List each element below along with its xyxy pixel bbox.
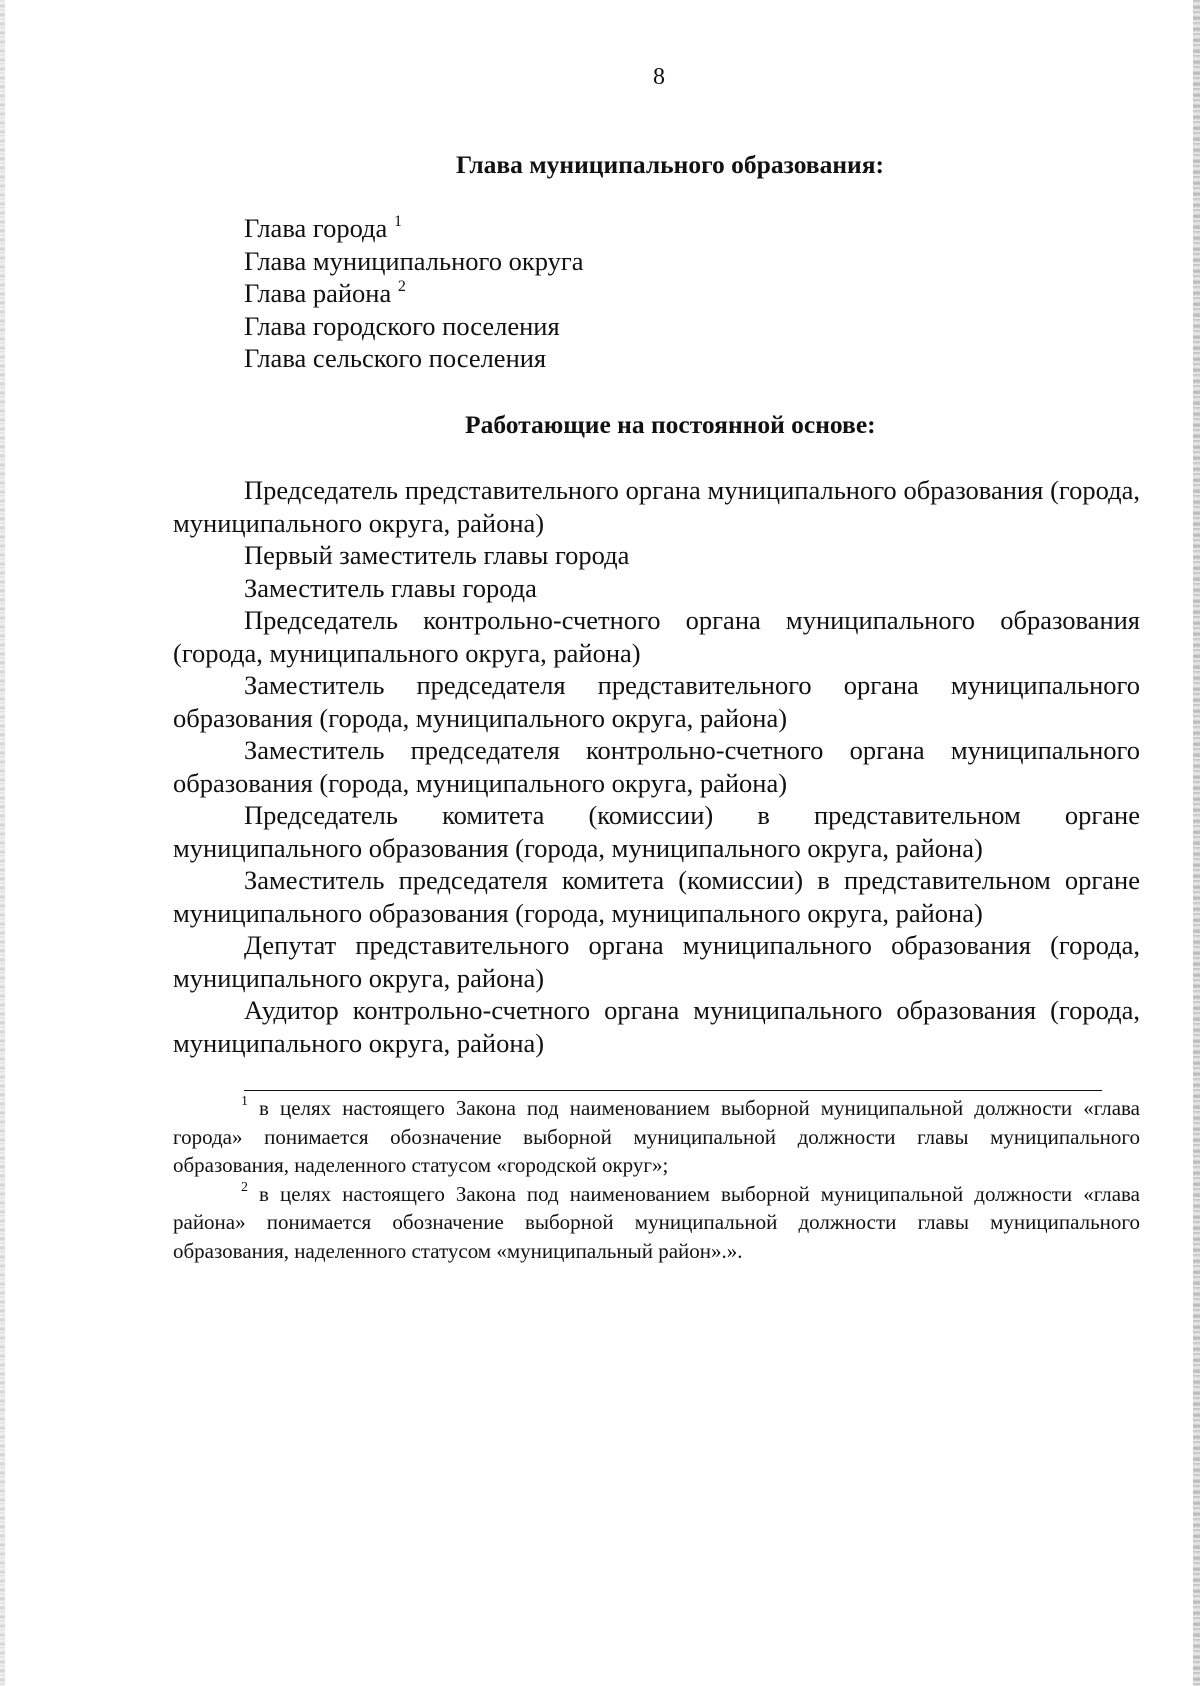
head-positions-list — [244, 212, 584, 375]
footnote-text: в целях настоящего Закона под наименованием выборной муниципальной должности «глава района» понимается обозначение выборной муниципальной должности главы муниципального образования, наделенного статусом «муниципальный район».». — [173, 1181, 1140, 1263]
list-item — [244, 310, 584, 343]
position-paragraph: Заместитель председателя контрольно-счетного органа муниципального образования (города, муниципального округа, района) — [173, 735, 1140, 798]
list-item-text: Глава сельского поселения — [244, 343, 547, 373]
permanent-positions-list — [173, 474, 1140, 1059]
list-item-text: Глава района — [244, 278, 392, 308]
footnote-ref: 2 — [397, 278, 406, 295]
position-paragraph: Председатель контрольно-счетного органа муниципального образования (города, муниципального округа, района) — [173, 605, 1140, 668]
list-item-text: Глава городского поселения — [244, 310, 560, 341]
footnote-ref: 1 — [393, 213, 402, 230]
section-heading-head: Глава муниципального образования: — [456, 150, 884, 179]
position-paragraph: Председатель комитета (комиссии) в представительном органе муниципального образования (города, муниципального округа, района) — [173, 800, 1140, 863]
footnote-mark: 1 — [241, 1094, 248, 1109]
footnote-text: в целях настоящего Закона под наименованием выборной муниципальной должности «глава города» понимается обозначение выборной муниципальной должности главы муниципального образования, наделенного статусом «городской округ»; — [173, 1096, 1140, 1177]
scan-edge-left — [0, 0, 5, 1686]
footnote-separator — [244, 1090, 1102, 1091]
position-paragraph: Заместитель председателя комитета (комиссии) в представительном органе муниципального образования (города, муниципального округа, района) — [173, 865, 1140, 928]
list-item — [244, 245, 584, 278]
footnote — [173, 1094, 1140, 1180]
list-item — [244, 277, 584, 310]
scan-edge-right — [1193, 0, 1200, 1686]
position-paragraph: Первый заместитель главы города — [244, 540, 630, 570]
position-paragraph: Депутат представительного органа муниципального образования (города, муниципального округа, района) — [173, 930, 1140, 993]
list-item-text: Глава муниципального округа — [244, 245, 584, 276]
footnote-mark: 2 — [241, 1179, 248, 1195]
list-item — [244, 212, 584, 245]
section-heading-permanent: Работающие на постоянной основе: — [465, 410, 876, 439]
position-paragraph: Заместитель председателя представительного органа муниципального образования (города, муниципального округа, района) — [173, 670, 1140, 733]
footnote — [173, 1180, 1140, 1266]
position-paragraph: Аудитор контрольно-счетного органа муниципального образования (города, муниципального округа, района) — [173, 995, 1140, 1058]
position-paragraph: Председатель представительного органа муниципального образования (города, муниципального округа, района) — [173, 475, 1140, 538]
footnotes — [173, 1094, 1140, 1265]
list-item — [244, 342, 584, 375]
list-item-text: Глава города — [244, 213, 388, 243]
position-paragraph: Заместитель главы города — [244, 572, 537, 603]
page-number: 8 — [653, 64, 665, 90]
